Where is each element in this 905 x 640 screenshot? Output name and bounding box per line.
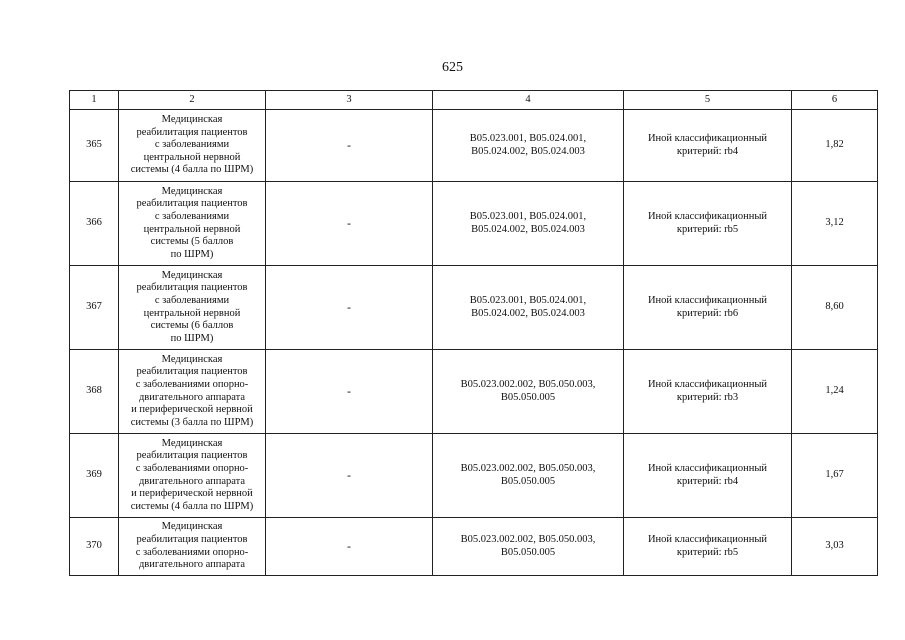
column-header: 3 xyxy=(266,91,433,110)
service-name-line: с заболеваниями xyxy=(154,139,230,151)
service-name-line: с заболеваниями опорно- xyxy=(135,546,249,558)
service-code-line: B05.050.005 xyxy=(500,546,556,558)
row-number: 365 xyxy=(70,110,119,182)
service-name-line: центральной нервной xyxy=(143,223,241,235)
coefficient-cell: 3,12 xyxy=(792,182,878,266)
service-name-line: реабилитация пациентов xyxy=(136,533,248,545)
coefficient-cell: 8,60 xyxy=(792,266,878,350)
coefficient-cell: 1,24 xyxy=(792,350,878,434)
column-3-cell: - xyxy=(266,518,433,576)
column-header: 6 xyxy=(792,91,878,110)
column-header: 4 xyxy=(433,91,624,110)
service-name-line: двигательного аппарата xyxy=(138,391,246,403)
service-name-line: по ШРМ) xyxy=(170,332,214,344)
service-name-line: реабилитация пациентов xyxy=(136,450,248,462)
coefficient-cell: 1,67 xyxy=(792,434,878,518)
service-name-line: и периферической нервной xyxy=(131,488,253,500)
service-code-line: B05.024.002, B05.024.003 xyxy=(471,307,585,319)
column-header: 2 xyxy=(119,91,266,110)
service-code-line: B05.050.005 xyxy=(500,391,556,403)
column-3-cell: - xyxy=(266,350,433,434)
criterion-line: критерий: rb6 xyxy=(676,307,739,319)
criterion-line: Иной классификационный xyxy=(647,378,768,390)
criterion-cell xyxy=(624,518,792,576)
service-name-line: реабилитация пациентов xyxy=(136,282,248,294)
criterion-cell xyxy=(624,350,792,434)
service-name-cell xyxy=(119,434,266,518)
service-name-line: Медицинская xyxy=(161,437,223,449)
service-codes-cell xyxy=(433,518,624,576)
service-name-line: центральной нервной xyxy=(143,307,241,319)
service-name-cell xyxy=(119,350,266,434)
service-name-line: центральной нервной xyxy=(143,151,241,163)
criterion-line: критерий: rb5 xyxy=(676,223,739,235)
service-name-line: системы (4 балла по ШРМ) xyxy=(130,500,254,512)
service-name-cell xyxy=(119,266,266,350)
service-code-line: B05.023.001, B05.024.001, xyxy=(469,132,587,144)
row-number: 368 xyxy=(70,350,119,434)
service-name-line: реабилитация пациентов xyxy=(136,198,248,210)
service-name-line: с заболеваниями опорно- xyxy=(135,462,249,474)
service-name-cell xyxy=(119,182,266,266)
criterion-line: критерий: rb5 xyxy=(676,546,739,558)
tariff-table xyxy=(69,90,878,576)
service-name-line: Медицинская xyxy=(161,521,223,533)
service-name-line: Медицинская xyxy=(161,269,223,281)
service-code-line: B05.023.002.002, B05.050.003, xyxy=(460,533,596,545)
criterion-cell xyxy=(624,266,792,350)
column-3-cell: - xyxy=(266,182,433,266)
service-name-line: реабилитация пациентов xyxy=(136,126,248,138)
service-name-line: системы (4 балла по ШРМ) xyxy=(130,164,254,176)
service-name-line: с заболеваниями xyxy=(154,210,230,222)
column-header: 1 xyxy=(70,91,119,110)
criterion-cell xyxy=(624,434,792,518)
table-row xyxy=(70,434,878,518)
row-number: 370 xyxy=(70,518,119,576)
table-row xyxy=(70,110,878,182)
criterion-cell xyxy=(624,182,792,266)
coefficient-cell: 1,82 xyxy=(792,110,878,182)
row-number: 367 xyxy=(70,266,119,350)
service-name-line: системы (6 баллов xyxy=(150,320,234,332)
column-3-cell: - xyxy=(266,266,433,350)
service-code-line: B05.050.005 xyxy=(500,475,556,487)
criterion-line: Иной классификационный xyxy=(647,132,768,144)
service-codes-cell xyxy=(433,434,624,518)
criterion-line: критерий: rb4 xyxy=(676,475,739,487)
coefficient-cell: 3,03 xyxy=(792,518,878,576)
service-name-line: и периферической нервной xyxy=(131,404,253,416)
column-3-cell: - xyxy=(266,434,433,518)
service-codes-cell xyxy=(433,350,624,434)
service-code-line: B05.023.001, B05.024.001, xyxy=(469,210,587,222)
service-name-cell xyxy=(119,518,266,576)
service-name-line: с заболеваниями xyxy=(154,294,230,306)
service-code-line: B05.023.002.002, B05.050.003, xyxy=(460,378,596,390)
criterion-cell xyxy=(624,110,792,182)
service-name-line: Медицинская xyxy=(161,185,223,197)
service-name-line: Медицинская xyxy=(161,353,223,365)
service-name-line: с заболеваниями опорно- xyxy=(135,378,249,390)
table-row xyxy=(70,350,878,434)
service-name-line: системы (5 баллов xyxy=(150,236,234,248)
criterion-line: критерий: rb4 xyxy=(676,145,739,157)
service-code-line: B05.023.001, B05.024.001, xyxy=(469,294,587,306)
criterion-line: Иной классификационный xyxy=(647,294,768,306)
service-codes-cell xyxy=(433,110,624,182)
service-name-line: по ШРМ) xyxy=(170,248,214,260)
criterion-line: критерий: rb3 xyxy=(676,391,739,403)
service-codes-cell xyxy=(433,182,624,266)
criterion-line: Иной классификационный xyxy=(647,462,768,474)
column-3-cell: - xyxy=(266,110,433,182)
column-header: 5 xyxy=(624,91,792,110)
service-name-cell xyxy=(119,110,266,182)
row-number: 366 xyxy=(70,182,119,266)
service-name-line: Медицинская xyxy=(161,114,223,126)
criterion-line: Иной классификационный xyxy=(647,210,768,222)
service-code-line: B05.023.002.002, B05.050.003, xyxy=(460,462,596,474)
table-row xyxy=(70,182,878,266)
row-number: 369 xyxy=(70,434,119,518)
table-row xyxy=(70,266,878,350)
table-header-row xyxy=(70,91,878,110)
page-number: 625 xyxy=(442,60,463,75)
service-codes-cell xyxy=(433,266,624,350)
criterion-line: Иной классификационный xyxy=(647,533,768,545)
service-name-line: двигательного аппарата xyxy=(138,475,246,487)
service-name-line: реабилитация пациентов xyxy=(136,366,248,378)
service-name-line: системы (3 балла по ШРМ) xyxy=(130,416,254,428)
table-row xyxy=(70,518,878,576)
service-name-line: двигательного аппарата xyxy=(138,559,246,571)
service-code-line: B05.024.002, B05.024.003 xyxy=(471,145,585,157)
service-code-line: B05.024.002, B05.024.003 xyxy=(471,223,585,235)
